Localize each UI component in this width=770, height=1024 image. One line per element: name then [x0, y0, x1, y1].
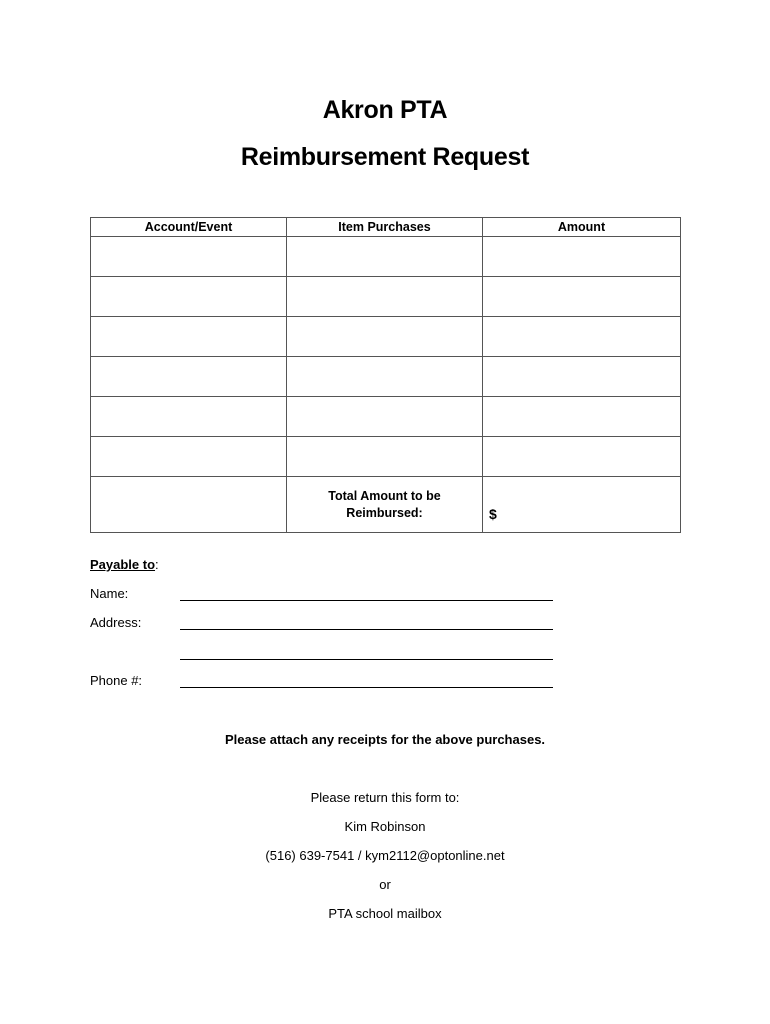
total-label-line1: Total Amount to be: [328, 488, 441, 503]
item-purchases-cell[interactable]: [287, 317, 483, 357]
payable-to-label: Payable to: [90, 557, 156, 572]
amount-cell[interactable]: [483, 277, 681, 317]
alternate-return: PTA school mailbox: [328, 906, 442, 921]
address-field-line-2[interactable]: [180, 659, 553, 660]
payable-to-heading: [90, 557, 159, 572]
column-header-item-purchases: Item Purchases: [287, 218, 483, 237]
table-row: [91, 317, 681, 357]
contact-name: Kim Robinson: [344, 819, 426, 834]
table-row: [91, 277, 681, 317]
account-event-cell[interactable]: [91, 317, 287, 357]
item-purchases-cell[interactable]: [287, 437, 483, 477]
total-label-line2: Reimbursed:: [346, 505, 423, 520]
table-header-row: [91, 218, 681, 237]
account-event-cell[interactable]: [91, 237, 287, 277]
receipts-note: Please attach any receipts for the above purchases.: [224, 732, 546, 747]
amount-cell[interactable]: [483, 437, 681, 477]
or-text: or: [379, 877, 391, 892]
table-row: [91, 397, 681, 437]
item-purchases-cell[interactable]: [287, 237, 483, 277]
amount-cell[interactable]: [483, 237, 681, 277]
total-row: [91, 477, 681, 533]
org-title: Akron PTA: [322, 96, 448, 124]
amount-cell[interactable]: [483, 397, 681, 437]
phone-field-line[interactable]: [180, 687, 553, 688]
account-event-cell[interactable]: [91, 357, 287, 397]
return-instruction: Please return this form to:: [310, 790, 460, 805]
account-event-cell[interactable]: [91, 277, 287, 317]
column-header-amount: Amount: [483, 218, 681, 237]
item-purchases-cell[interactable]: [287, 357, 483, 397]
column-header-account-event: Account/Event: [91, 218, 287, 237]
payable-to-colon: :: [155, 557, 159, 572]
account-event-cell[interactable]: [91, 397, 287, 437]
total-amount-cell[interactable]: [483, 477, 681, 533]
table-row: [91, 237, 681, 277]
table-row: [91, 437, 681, 477]
name-label: Name:: [90, 586, 129, 601]
address-field-line[interactable]: [180, 629, 553, 630]
table-row: [91, 357, 681, 397]
item-purchases-cell[interactable]: [287, 277, 483, 317]
total-empty-cell: [91, 477, 287, 533]
name-field-line[interactable]: [180, 600, 553, 601]
currency-symbol: $: [489, 506, 497, 522]
address-label: Address:: [90, 615, 142, 630]
account-event-cell[interactable]: [91, 437, 287, 477]
total-label-cell: [287, 477, 483, 533]
phone-label: Phone #:: [90, 673, 143, 688]
amount-cell[interactable]: [483, 357, 681, 397]
amount-cell[interactable]: [483, 317, 681, 357]
form-title: Reimbursement Request: [240, 143, 530, 171]
contact-info: (516) 639-7541 / kym2112@optonline.net: [265, 848, 505, 863]
purchases-table: [90, 217, 681, 533]
item-purchases-cell[interactable]: [287, 397, 483, 437]
